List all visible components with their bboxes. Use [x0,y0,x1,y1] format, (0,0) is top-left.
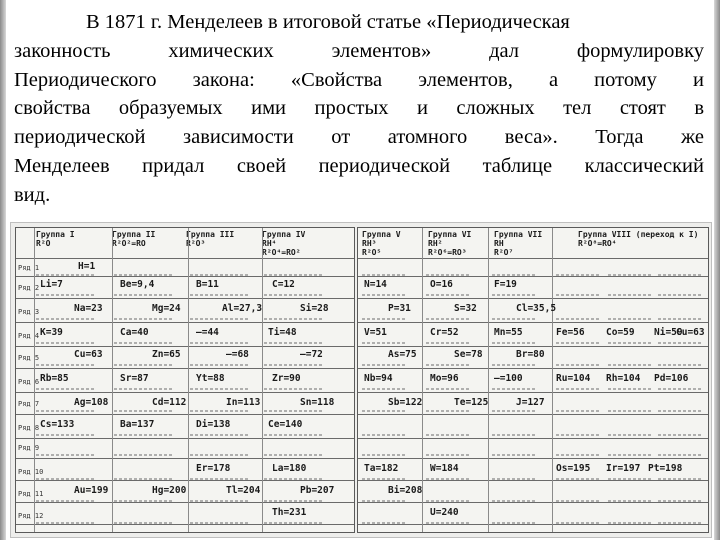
compound-formulas [608,318,652,320]
element-cell: Fe=56 [556,327,585,338]
compound-formulas [492,388,536,390]
element-cell: Rh=104 [606,373,641,384]
element-cell: B=11 [196,279,219,290]
compound-formulas [658,342,702,344]
paragraph-line-5: периодической зависимости от атомного веса». Тогда же [14,126,704,149]
element-cell: N=14 [364,279,387,290]
row-label: Ряд 3 [18,308,40,316]
row-label: Ряд 4 [18,332,40,340]
paragraph-line-1: В 1871 г. Менделеев в итоговой статье «Периодическая [86,11,570,33]
table-header-right: Группа V RH³ R²O⁵ [362,230,401,257]
table-rule [16,322,354,323]
element-cell: S=32 [454,303,477,314]
compound-formulas [264,342,324,344]
compound-formulas [658,274,702,276]
compound-formulas [658,500,702,502]
slide-frame-right [714,0,720,540]
row-label: Ряд 10 [18,468,44,476]
compound-formulas [608,388,652,390]
table-header-left: Группа IV RH⁴ R²O⁴=RO² [262,230,306,257]
compound-formulas [492,522,536,524]
element-cell: Er=178 [196,463,231,474]
row-label: Ряд 8 [18,424,40,432]
element-cell: Ta=182 [364,463,399,474]
element-cell: Ni=59 [654,327,683,338]
periodic-table-right-half [357,227,709,533]
table-rule [358,276,708,277]
element-cell: Na=23 [74,303,103,314]
compound-formulas [114,388,174,390]
element-cell: F=19 [494,279,517,290]
compound-formulas [426,388,470,390]
row-label: Ряд 7 [18,400,40,408]
body-paragraph [14,8,704,210]
row-label: Ряд 11 [18,490,44,498]
compound-formulas [264,522,324,524]
compound-formulas [556,434,600,436]
compound-formulas [556,342,600,344]
element-cell: K=39 [40,327,63,338]
compound-formulas [608,454,652,456]
compound-formulas [426,434,470,436]
compound-formulas [362,388,406,390]
compound-formulas [36,364,96,366]
table-rule [358,298,708,299]
compound-formulas [492,342,536,344]
table-rule [358,524,708,525]
element-cell: Ba=137 [120,419,155,430]
table-rule [16,524,354,525]
compound-formulas [114,454,174,456]
table-column-rule [488,228,489,533]
compound-formulas [426,274,470,276]
compound-formulas [608,364,652,366]
paragraph-line-7: вид. [14,183,51,206]
element-cell: Pd=106 [654,373,689,384]
table-rule [358,502,708,503]
compound-formulas [36,478,96,480]
compound-formulas [426,318,470,320]
compound-formulas [658,388,702,390]
compound-formulas [36,388,96,390]
element-cell: Cl=35,5 [516,303,557,314]
compound-formulas [264,318,324,320]
compound-formulas [492,410,536,412]
table-header-left: Группа I R²O [36,230,75,248]
compound-formulas [556,388,600,390]
compound-formulas [492,500,536,502]
compound-formulas [492,434,536,436]
element-cell: Ti=48 [268,327,297,338]
element-cell: —=100 [494,373,523,384]
element-cell: Cu=63 [74,349,103,360]
element-cell: Ag=108 [74,397,109,408]
element-cell: Os=195 [556,463,591,474]
compound-formulas [426,522,470,524]
compound-formulas [114,522,174,524]
table-rule [16,346,354,347]
element-cell: U=240 [430,507,459,518]
element-cell: Br=80 [516,349,545,360]
element-cell: In=113 [226,397,261,408]
periodic-table-image [10,222,712,538]
compound-formulas [36,342,96,344]
compound-formulas [114,274,174,276]
element-cell: Ca=40 [120,327,149,338]
element-cell: J=127 [516,397,545,408]
table-rule [16,480,354,481]
compound-formulas [556,454,600,456]
compound-formulas [426,410,470,412]
compound-formulas [114,342,174,344]
compound-formulas [658,410,702,412]
paragraph-line-4: свойства образуемых ими простых и сложных тел стоят в [14,97,704,120]
table-rule [16,368,354,369]
element-cell: Sb=122 [388,397,423,408]
compound-formulas [36,500,96,502]
table-rule [16,458,354,459]
element-cell: Nb=94 [364,373,393,384]
compound-formulas [36,318,96,320]
compound-formulas [658,454,702,456]
table-column-rule [34,228,35,533]
element-cell: H=1 [78,261,96,272]
compound-formulas [190,434,250,436]
compound-formulas [362,294,406,296]
compound-formulas [608,342,652,344]
compound-formulas [556,500,600,502]
compound-formulas [362,364,406,366]
compound-formulas [264,274,324,276]
element-cell: Al=27,3 [222,303,263,314]
compound-formulas [426,294,470,296]
compound-formulas [426,500,470,502]
element-cell: La=180 [272,463,307,474]
compound-formulas [556,410,600,412]
compound-formulas [190,500,250,502]
compound-formulas [190,388,250,390]
compound-formulas [492,294,536,296]
element-cell: As=75 [388,349,417,360]
compound-formulas [114,364,174,366]
compound-formulas [492,478,536,480]
element-cell: —=72 [300,349,323,360]
compound-formulas [190,454,250,456]
table-column-rule [112,228,113,533]
element-cell: Cd=112 [152,397,187,408]
compound-formulas [492,454,536,456]
element-cell: Sr=87 [120,373,149,384]
compound-formulas [190,364,250,366]
row-label: Ряд 9 [18,444,40,452]
element-cell: Ru=104 [556,373,591,384]
row-label: Ряд 6 [18,378,40,386]
element-cell: Rb=85 [40,373,69,384]
element-cell: Au=199 [74,485,109,496]
compound-formulas [608,410,652,412]
compound-formulas [556,274,600,276]
compound-formulas [658,434,702,436]
compound-formulas [608,478,652,480]
table-rule [16,502,354,503]
element-cell: Sn=118 [300,397,335,408]
element-cell: Pb=207 [300,485,335,496]
table-rule [358,346,708,347]
element-cell: C=12 [272,279,295,290]
element-cell: Co=59 [606,327,635,338]
table-rule [358,458,708,459]
table-header-right: Группа VI RH² R²O⁶=RO³ [428,230,472,257]
compound-formulas [658,318,702,320]
compound-formulas [264,434,324,436]
compound-formulas [556,522,600,524]
periodic-table-left-half [15,227,355,533]
compound-formulas [114,478,174,480]
compound-formulas [492,274,536,276]
table-rule [358,258,708,259]
compound-formulas [658,522,702,524]
compound-formulas [426,454,470,456]
compound-formulas [264,454,324,456]
compound-formulas [264,294,324,296]
compound-formulas [658,364,702,366]
compound-formulas [190,342,250,344]
element-cell: Zr=90 [272,373,301,384]
compound-formulas [114,500,174,502]
element-cell: Zn=65 [152,349,181,360]
element-cell: Tl=204 [226,485,261,496]
table-header-right: Группа VII RH R²O⁷ [494,230,543,257]
compound-formulas [608,274,652,276]
table-rule [358,414,708,415]
compound-formulas [658,294,702,296]
element-cell: Cr=52 [430,327,459,338]
table-rule [16,258,354,259]
compound-formulas [556,294,600,296]
compound-formulas [264,478,324,480]
compound-formulas [362,274,406,276]
compound-formulas [264,364,324,366]
compound-formulas [114,294,174,296]
table-header-right: Группа VIII (переход к I) R²O⁸=RO⁴ [578,230,699,248]
element-cell: Ce=140 [268,419,303,430]
table-header-left: Группа II R²O²=RO [112,230,156,248]
compound-formulas [556,318,600,320]
element-cell: Mo=96 [430,373,459,384]
compound-formulas [608,500,652,502]
compound-formulas [36,454,96,456]
compound-formulas [608,522,652,524]
compound-formulas [264,388,324,390]
element-cell: Bi=208 [388,485,423,496]
table-rule [358,322,708,323]
element-cell: Th=231 [272,507,307,518]
compound-formulas [114,434,174,436]
table-rule [358,368,708,369]
compound-formulas [556,478,600,480]
compound-formulas [264,500,324,502]
compound-formulas [362,454,406,456]
element-cell: P=31 [388,303,411,314]
compound-formulas [608,434,652,436]
compound-formulas [190,274,250,276]
compound-formulas [190,478,250,480]
element-cell: Cu=63 [676,327,705,338]
paragraph-line-3: Периодического закона: «Свойства элементов, а потому и [14,68,704,91]
table-rule [358,392,708,393]
compound-formulas [36,434,96,436]
table-column-rule [262,228,263,533]
compound-formulas [362,410,406,412]
slide-frame-left [0,0,6,540]
compound-formulas [114,318,174,320]
element-cell: Be=9,4 [120,279,155,290]
compound-formulas [190,294,250,296]
compound-formulas [492,318,536,320]
compound-formulas [362,434,406,436]
compound-formulas [362,522,406,524]
element-cell: W=184 [430,463,459,474]
compound-formulas [362,318,406,320]
row-label: Ряд 1 [18,264,40,272]
compound-formulas [36,274,96,276]
table-rule [16,414,354,415]
element-cell: Yt=88 [196,373,225,384]
table-rule [358,480,708,481]
compound-formulas [426,342,470,344]
element-cell: Ir=197 [606,463,641,474]
compound-formulas [190,410,250,412]
compound-formulas [492,364,536,366]
element-cell: Te=125 [454,397,489,408]
compound-formulas [608,294,652,296]
element-cell: Mg=24 [152,303,181,314]
element-cell: O=16 [430,279,453,290]
element-cell: V=51 [364,327,387,338]
row-label: Ряд 5 [18,354,40,362]
table-column-rule [188,228,189,533]
compound-formulas [426,478,470,480]
compound-formulas [190,318,250,320]
table-rule [16,276,354,277]
compound-formulas [362,478,406,480]
element-cell: Di=138 [196,419,231,430]
compound-formulas [36,294,96,296]
table-rule [16,392,354,393]
table-rule [358,438,708,439]
row-label: Ряд 12 [18,512,44,520]
paragraph-line-6: Менделеев придал своей периодической таблице классический [14,154,704,177]
row-label: Ряд 2 [18,284,40,292]
element-cell: Pt=198 [648,463,683,474]
element-cell: Mn=55 [494,327,523,338]
element-cell: —=68 [226,349,249,360]
compound-formulas [36,410,96,412]
element-cell: Si=28 [300,303,329,314]
element-cell: —=44 [196,327,219,338]
compound-formulas [658,478,702,480]
compound-formulas [426,364,470,366]
compound-formulas [36,522,96,524]
table-rule [16,298,354,299]
element-cell: Hg=200 [152,485,187,496]
table-rule [16,438,354,439]
table-header-left: Группа III R²O³ [186,230,235,248]
element-cell: Li=7 [40,279,63,290]
table-column-rule [552,228,553,533]
compound-formulas [556,364,600,366]
element-cell: Se=78 [454,349,483,360]
compound-formulas [114,410,174,412]
compound-formulas [362,500,406,502]
compound-formulas [362,342,406,344]
compound-formulas [264,410,324,412]
compound-formulas [190,522,250,524]
paragraph-line-2: законность химических элементов» дал формулировку [14,39,704,62]
element-cell: Cs=133 [40,419,75,430]
